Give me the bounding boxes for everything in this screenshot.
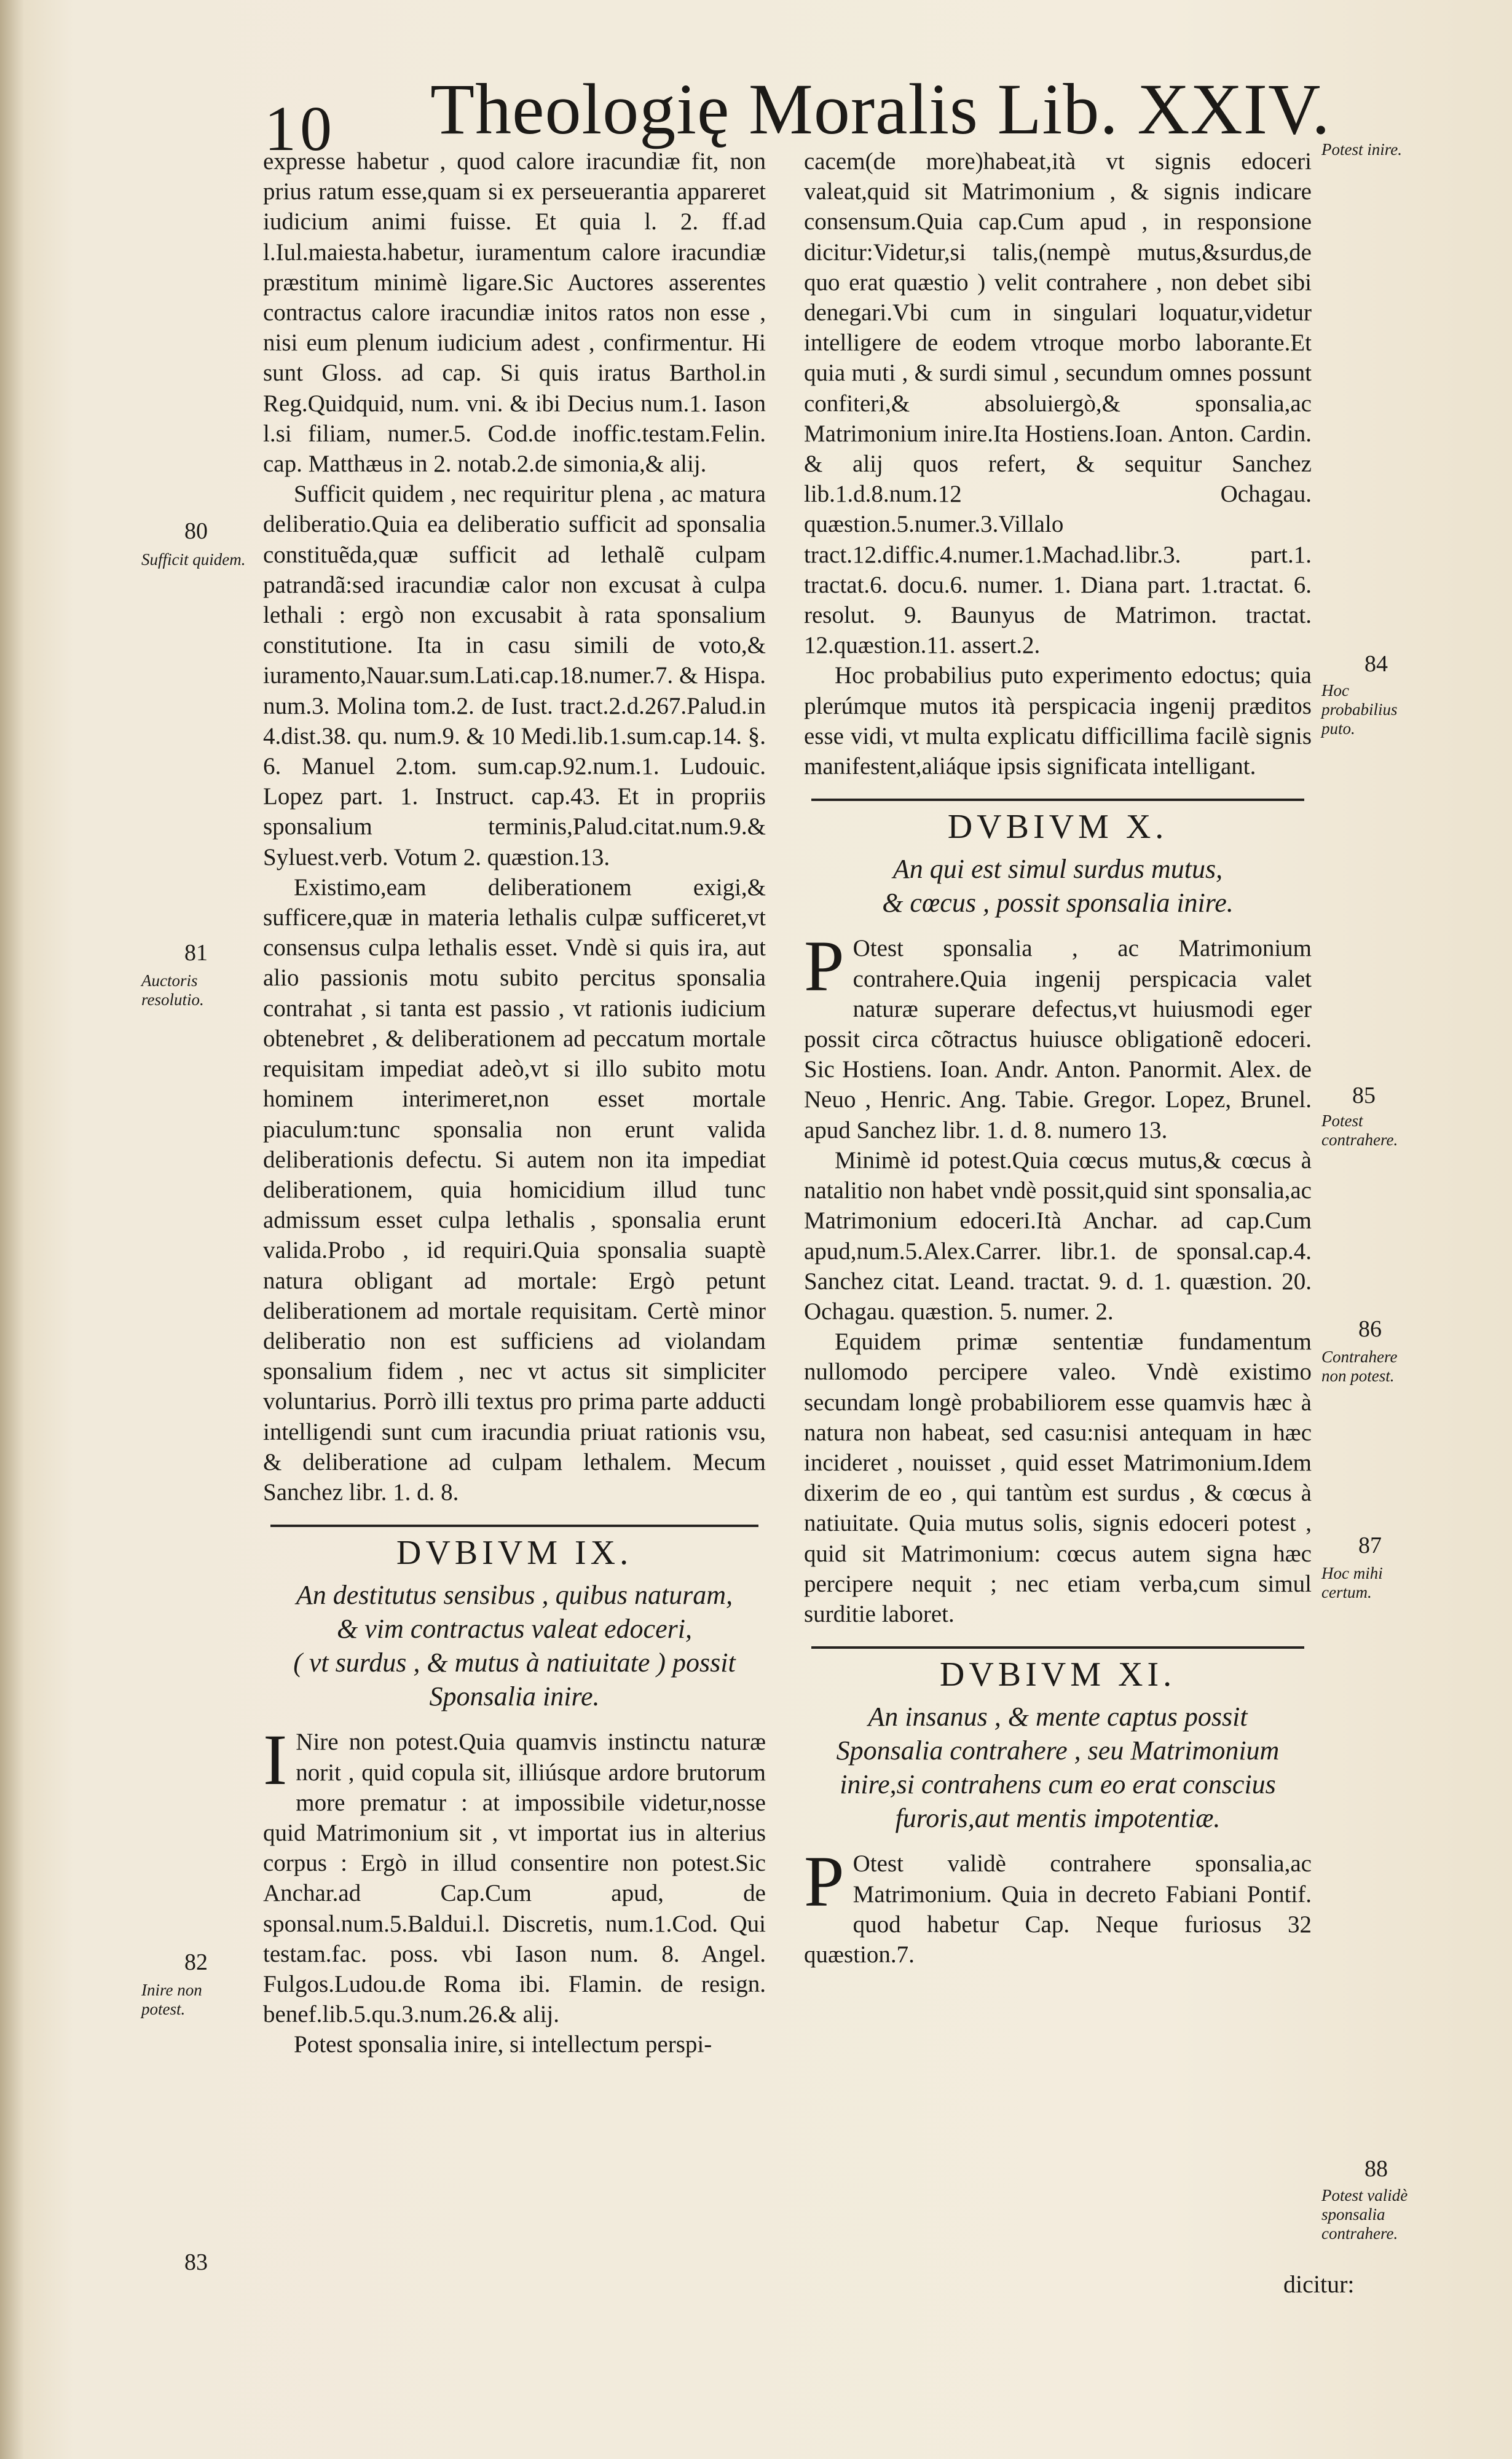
margin-number: 86 [1358,1316,1382,1342]
binding-gutter [0,0,25,2459]
right-column [804,146,1312,1970]
paragraph: Existimo,eam deliberationem exigi,& sufficere,quæ in materia lethalis culpæ sufficeret,vt consensus culpa lethalis esset. Vndè si quis ira, aut alio passionis motu subito percitus sponsalia contrahat , si tanta est passio , vt rationis iudicium obtenebret , & deliberationem ad peccatum mortale requisitam impediat adeò,vt si illo subito motu hominem interimeret,non esset mortale piaculum:tunc sponsalia non erunt valida deliberationis defectu. Si autem non ita impediat deliberationem, quia homicidium illud tunc admissum esset culpa lethalis , sponsalia erunt valida.Probo , id requiri.Quia sponsalia suaptè natura obligant ad mortale: Ergò petunt deliberationem ad mortale requisitam. Certè minor deliberatio non est sufficiens ad violandam sponsalium fidem , nec vt actus sit simpliciter voluntarius. Porrò illi textus pro prima parte adducti intelligendi sunt cum iracundia priuat rationis vsu, & deliberatione ad culpam lethalem. Mecum Sanchez libr. 1. d. 8. [263,874,766,1506]
margin-note: Sufficit quidem. [141,550,246,569]
drop-cap: P [804,1841,845,1922]
section-divider [811,799,1304,801]
section-question: An qui est simul surdus mutus, & cœcus , possit sponsalia inire. [882,854,1234,918]
margin-note: Hoc probabilius puto. [1321,681,1398,738]
section-title: DVBIVM X. [947,808,1168,847]
paragraph-text: Otest sponsalia , ac Matrimonium contrahere.Quia ingenij perspicacia valet naturæ superare defectus,vt huiusmodi eger possit circa cõtractus huiusce obligationẽ edoceri. Sic Hostiens. Ioan. Andr. Anton. Panormit. Alex. de Neuo , Henric. Ang. Tabie. Gregor. Lopez, Brunel. apud Sanchez libr. 1. d. 8. numero 13. [804,935,1312,1143]
margin-number: 88 [1364,2156,1388,2182]
drop-cap: I [263,1719,288,1801]
section-divider [270,1525,758,1527]
margin-number: 84 [1364,651,1388,677]
paragraph: cacem(de more)habeat,ità vt signis edoceri valeat,quid sit Matrimonium , & signis indicare consensum.Quia cap.Cum apud , in responsione dicitur:Videtur,si talis,(nempè mutus,&surdus,de quo erat quæstio ) velit contrahere , non debet sibi denegari.Vbi cum in singulari loquatur,videtur intelligere de eodem vtroque morbo laborante.Et quia muti , & surdi simul , secundum omnes possunt confiteri,& absoluiergò,& sponsalia,ac Matrimonium inire.Ita Hostiens.Ioan. Anton. Cardin. & alij quos refert, & sequitur Sanchez lib.1.d.8.num.12 Ochagau. quæstion.5.numer.3.Villalo tract.12.diffic.4.numer.1.Machad.libr.3. part.1. tractat.6. docu.6. numer. 1. Diana part. 1.tractat. 6. resolut. 9. Baunyus de Matrimon. tractat. 12.quæstion.11. assert.2. [804,148,1312,659]
paragraph-text: Otest validè contrahere sponsalia,ac Matrimonium. Quia in decreto Fabiani Pontif. quod habetur Cap. Neque furiosus 32 quæstion.7. [804,1850,1312,1968]
margin-number: 87 [1358,1533,1382,1558]
paragraph: Minimè id potest.Quia cœcus mutus,& cœcus à natalitio non habet vndè possit,quid sint sponsalia,ac Matrimonium edoceri.Ità Anchar. ad cap.Cum apud,num.5.Alex.Carrer. libr.1. de sponsal.cap.4. Sanchez citat. Leand. tractat. 9. d. 1. quæstion. 20. Ochagau. quæstion. 5. numer. 2. [804,1147,1312,1325]
running-title: Theologię Moralis Lib. XXIV. [430,69,1331,149]
margin-note: Inire non potest. [141,1981,202,2018]
section-title: DVBIVM IX. [396,1534,633,1573]
paragraph [804,1841,1312,1970]
margin-number: 81 [184,940,208,966]
paragraph: expresse habetur , quod calore iracundiæ fit, non prius ratum esse,quam si ex perseuerantia appareret iudicium animi fuisse. Et quia l. 2. ff.ad l.Iul.maiesta.habetur, iuramentum calore iracundiæ præstitum minimè ligare.Sic Auctores asserentes contractus calore iracundiæ initos ratos non esse , nisi eum plenum iudicium adest , confirmentur. Hi sunt Gloss. ad cap. Si quis iratus Barthol.in Reg.Quidquid, num. vni. & ibi Decius num.1. Iason l.si filiam, numer.5. Cod.de inoffic.testam.Felin. cap. Matthæus in 2. notab.2.de simonia,& alij. [263,148,766,478]
section-title: DVBIVM XI. [939,1656,1176,1694]
section-divider [811,1646,1304,1649]
page-number: 10 [264,93,336,164]
margin-number: 80 [184,518,208,544]
left-column [263,146,766,2060]
section-question: An destitutus sensibus , quibus naturam, & vim contractus valeat edoceri, ( vt surdus , & mutus à natiuitate ) possit Sponsalia inire. [293,1580,736,1712]
margin-note: Potest contrahere. [1321,1111,1398,1149]
paragraph-text: Nire non potest.Quia quamvis instinctu naturæ norit , quid copula sit, illiúsque ardore brutorum more prematur : at impossibile videtur,nosse quid Matrimonium sit , vt importat ius in alterius corpus : Ergò in illud consentire non potest.Sic Anchar.ad Cap.Cum apud, de sponsal.num.5.Baldui.l. Discretis, num.1.Cod. Qui testam.fac. poss. vbi Iason num. 8. Angel. Fulgos.Ludou.de Roma ibi. Flamin. de resign. benef.lib.5.qu.3.num.26.& alij. [263,1729,766,2028]
drop-cap: P [804,926,845,1007]
margin-note: Contrahere non potest. [1321,1348,1398,1385]
paragraph [804,926,1312,1145]
paragraph: Potest sponsalia inire, si intellectum perspi- [294,2031,712,2058]
paragraph [263,1719,766,2029]
paragraph: Equidem primæ sententiæ fundamentum nullomodo percipere valeo. Vndè existimo secundam longè probabiliorem esse quamvis hæc à natura non habeat, sed casu:nisi antequam in hæc incideret , nouisset , quid esset Matrimonium.Idem dixerim de eo , qui tantùm est surdus , & cœcus à natiuitate. Quia mutus solis, signis edoceri potest , quid sit Matrimonium: cœcus autem signa hæc percipere nequit ; nec etiam verba,cum simul surditie laboret. [804,1328,1312,1627]
margin-note: Hoc mihi certum. [1321,1564,1383,1601]
margin-number: 82 [184,1949,208,1975]
margin-number: 83 [184,2249,208,2275]
margin-note: Potest validè sponsalia contrahere. [1321,2186,1408,2243]
margin-note: Potest inire. [1321,140,1402,159]
margin-note: Auctoris resolutio. [141,971,204,1009]
paragraph: Hoc probabilius puto experimento edoctus; quia plerúmque mutos ità perspicacia ingenij præditos esse vidi, vt multa explicatu difficillima facilè signis manifestent,aliáque ipsis significata intelligant. [804,662,1312,780]
catchword: dicitur: [1283,2270,1355,2298]
paragraph: Sufficit quidem , nec requiritur plena , ac matura deliberatio.Quia ea deliberatio sufficit ad sponsalia constituẽda,quæ sufficit ad lethalẽ culpam patrandã:sed iracundiæ calor non excusat à culpa lethali : ergò non excusabit à rata sponsalium constitutione. Ita in casu simili de voto,& iuramento,Nauar.sum.Lati.cap.18.numer.7. & Hispa. num.3. Molina tom.2. de Iust. tract.2.d.267.Palud.in 4.dist.38. qu. num.9. & 10 Medi.lib.1.sum.cap.14. §. 6. Manuel 2.tom. sum.cap.92.num.1. Ludouic. Lopez part. 1. Instruct. cap.43. Et in propriis sponsalium terminis,Palud.citat.num.9.& Syluest.verb. Votum 2. quæstion.13. [263,481,766,870]
section-question: An insanus , & mente captus possit Sponsalia contrahere , seu Matrimonium inire,si contrahens cum eo erat conscius furoris,aut mentis impotentiæ. [836,1702,1280,1834]
margin-number: 85 [1352,1083,1376,1108]
